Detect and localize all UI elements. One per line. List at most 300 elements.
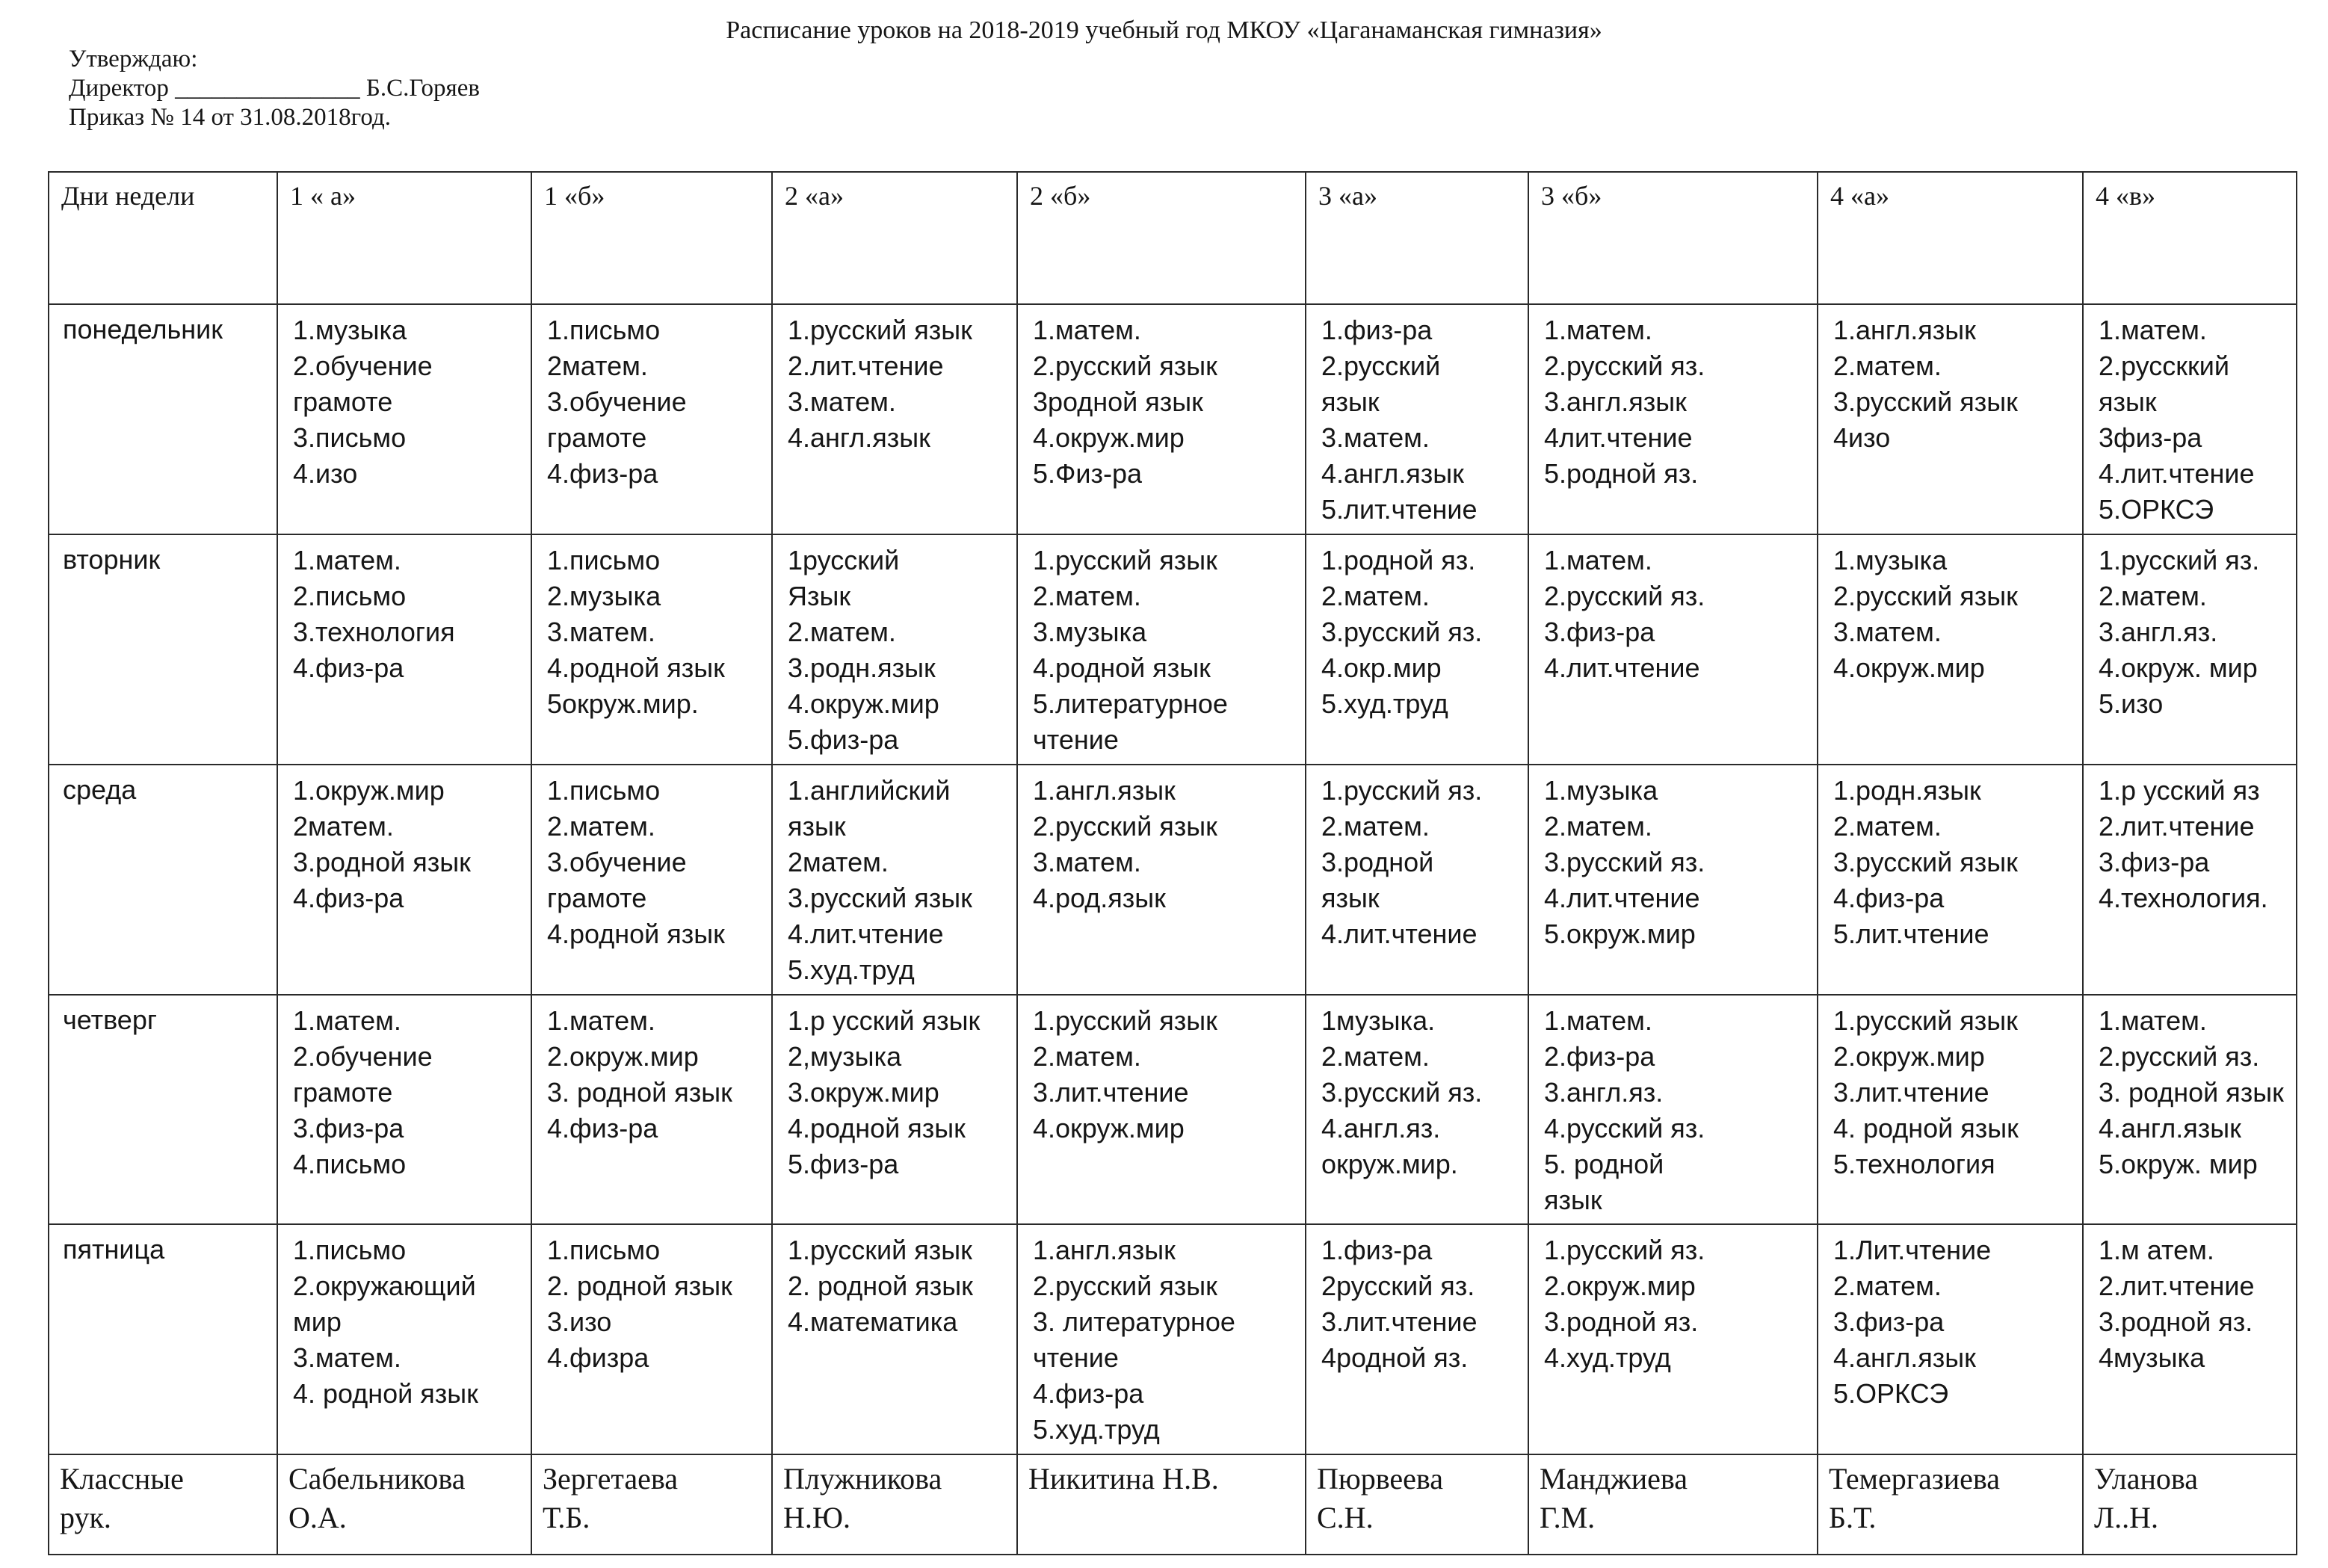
lesson-cell [1017,995,1306,1225]
lesson-line: 5.ОРКСЭ [2099,494,2214,525]
lesson-line: 2.матем. [1321,810,1430,842]
lesson-line: 1.музыка [1833,545,1948,575]
lesson-line: 2.матем. [1033,581,1141,611]
lesson-line: 4.окр.мир [1321,652,1442,683]
lesson-line: 1.матем. [1544,315,1652,346]
lesson-list [2084,1225,2296,1376]
lesson-line: 4.физ-ра [293,652,404,683]
lesson-cell [531,765,772,995]
lesson-line: 4.окруж.мир [1033,422,1185,454]
lesson-line: 4родной яз. [1321,1342,1469,1374]
lesson-line: чтение [1033,1342,1119,1374]
lesson-line: 3.матем. [1833,617,1942,647]
approval-line: Утверждаю: [69,46,198,72]
lesson-list [1818,305,2082,456]
lesson-line: 3.англ.яз. [2099,617,2218,647]
lesson-line: 1.письмо [547,1235,661,1266]
lesson-line: 4.худ.труд [1544,1342,1671,1374]
teachers-label: Классные [60,1462,184,1496]
day-row [49,1224,2297,1454]
lesson-line: 2.матем. [1833,1271,1942,1302]
teachers-label-cell [49,1454,277,1555]
lesson-line: 1.родной яз. [1321,545,1476,575]
lesson-line: 2.матем. [788,617,896,647]
lesson-cell [1017,765,1306,995]
day-name: пятница [49,1224,277,1454]
teacher-initials: Т.Б. [543,1501,590,1535]
lesson-cell [277,995,531,1225]
lesson-line: 1.матем. [2099,1004,2207,1036]
teacher-cell [1306,1454,1528,1555]
lesson-cell [2083,995,2297,1225]
lesson-line: 3.родной [1321,846,1434,877]
teacher-cell [2083,1454,2297,1555]
teacher-initials: Л..Н. [2094,1501,2159,1535]
lesson-line: 3.англ.яз. [1544,1076,1664,1108]
lesson-line: 4.окруж. мир [2099,652,2258,683]
lesson-line: 2,музыка [788,1040,902,1072]
lesson-line: 3физ-ра [2099,422,2202,454]
lesson-line: 2.матем. [1833,810,1942,842]
lesson-line: 1.матем. [293,545,401,575]
lesson-line: 4.технология. [2099,882,2268,913]
lesson-cell [1017,304,1306,534]
lesson-line: 2.руссккий язык [2099,351,2229,418]
lesson-line: 3.русский яз. [1321,1076,1483,1108]
teacher-surname: Плужникова [783,1462,942,1496]
lesson-list [1018,305,1305,492]
lesson-line: 3.матем. [547,617,655,647]
lesson-cell [277,304,531,534]
lesson-line: 4.англ.язык [1833,1342,1976,1374]
lesson-cell [531,534,772,765]
lesson-line: 1.русский язык [1033,1004,1217,1036]
lesson-list [773,1225,1016,1340]
lesson-cell [531,1224,772,1454]
lesson-line: 5.худ.труд [1033,1414,1160,1445]
header-cell-class [531,172,772,304]
lesson-list [532,305,771,492]
lesson-cell [531,304,772,534]
lesson-cell [531,995,772,1225]
lesson-line: 3. родной язык [2099,1076,2284,1108]
teacher-surname: Темергазиева [1829,1462,2000,1496]
lesson-list [532,1225,771,1376]
lesson-line: 2.русский язык [1833,581,2018,611]
lesson-line: 2.матем. [1033,1040,1141,1072]
teacher-surname: Уланова [2094,1462,2199,1496]
lesson-list [2084,765,2296,916]
document-title: Расписание уроков на 2018-2019 учебный год МКОУ «Цаганаманская гимназия» [726,16,1602,44]
lesson-line: язык [1321,386,1380,418]
lesson-list [532,996,771,1146]
teacher-surname: Никитина Н.В. [1028,1462,1219,1496]
lesson-line: 5.технология [1833,1148,1995,1179]
lesson-cell [1818,534,2083,765]
lesson-cell [1306,1224,1528,1454]
lesson-cell [277,1224,531,1454]
lesson-line: 3.родной яз. [2099,1306,2253,1338]
lesson-line: 4.англ.язык [1321,458,1464,490]
lesson-line: 1.англ.язык [1833,315,1976,346]
lesson-line: 2.обучение [293,351,433,382]
lesson-line: язык [788,810,846,842]
class-label: 4 «в» [2096,181,2155,211]
teacher-surname: Пюрвеева [1317,1462,1444,1496]
class-label: 3 «а» [1318,181,1377,211]
lesson-list [1529,765,1817,952]
lesson-line: 4.физра [547,1342,649,1374]
lesson-line: 2русский яз. [1321,1271,1475,1302]
lesson-line: 2.матем. [2099,581,2207,611]
header-cell-class [772,172,1017,304]
lesson-line: 1.р усский язык [788,1004,981,1036]
lesson-line: 2матем. [547,351,648,382]
lesson-list [1818,996,2082,1182]
lesson-line: 2.окружающий [293,1271,476,1302]
lesson-cell [277,765,531,995]
lesson-line: 4.физ-ра [547,458,658,490]
header-cell-class [1306,172,1528,304]
lesson-line: 2матем. [788,846,889,877]
lesson-line: 3.изо [547,1306,612,1338]
lesson-line: 4.физ-ра [293,882,404,913]
lesson-line: 4.род.язык [1033,882,1166,913]
lesson-line: 4.лит.чтение [1321,918,1478,949]
lesson-line: грамоте [293,1076,393,1108]
header-cell-class [277,172,531,304]
lesson-line: язык [1321,882,1380,913]
teachers-row [49,1454,2297,1555]
lesson-cell [1528,995,1818,1225]
lesson-line: 1.р усский яз [2099,774,2260,806]
teachers-label: рук. [60,1501,111,1535]
lesson-line: 3.матем. [1321,422,1430,454]
lesson-line: 4.окруж.мир [1033,1112,1185,1143]
lesson-line: 2.обучение [293,1040,433,1072]
lesson-list [773,305,1016,456]
lesson-line: окруж.мир. [1321,1148,1458,1179]
lesson-line: 3.русский яз. [1544,846,1705,877]
lesson-cell [1818,304,2083,534]
lesson-list [1529,305,1817,492]
lesson-line: 4.родной язык [547,918,725,949]
day-name: понедельник [49,304,277,534]
lesson-line: 4.физ-ра [547,1112,658,1143]
lesson-cell [772,304,1017,534]
lesson-line: 5.изо [2099,688,2164,719]
days-label: Дни недели [61,181,195,211]
lesson-line: 2.письмо [293,581,407,611]
lesson-line: 4.англ.язык [788,422,930,454]
lesson-list [278,305,531,492]
lesson-line: 3.физ-ра [1833,1306,1945,1338]
lesson-line: 2.русский яз. [1544,351,1705,382]
class-label: 1 « а» [290,181,356,211]
teacher-initials: Б.Т. [1829,1501,1877,1535]
lesson-line: 2. родной язык [788,1271,973,1302]
lesson-line: 2.матем. [1321,1040,1430,1072]
lesson-list [1529,1225,1817,1376]
teacher-surname: Зергетаева [543,1462,679,1496]
lesson-line: 3.физ-ра [1544,617,1655,647]
lesson-list [1529,535,1817,686]
lesson-cell [2083,1224,2297,1454]
lesson-cell [2083,534,2297,765]
teacher-cell [531,1454,772,1555]
lesson-line: 3.родной яз. [1544,1306,1699,1338]
lesson-cell [2083,765,2297,995]
lesson-list [773,535,1016,758]
lesson-line: 4музыка [2099,1342,2205,1374]
lesson-list [1306,535,1528,722]
header-cell-days [49,172,277,304]
lesson-line: мир [293,1306,342,1338]
lesson-line: грамоте [547,422,647,454]
lesson-line: 1.русский язык [1033,545,1217,575]
lesson-list [1018,996,1305,1146]
lesson-line: 3.русский язык [1833,846,2018,877]
lesson-line: 1.русский яз. [2099,545,2260,575]
lesson-cell [1818,1224,2083,1454]
lesson-line: 2.матем. [1833,351,1942,382]
lesson-line: 2.окруж.мир [1544,1271,1696,1302]
lesson-line: 2.окруж.мир [547,1040,699,1072]
lesson-line: 1.матем. [1033,315,1141,346]
class-label: 2 «а» [785,181,844,211]
lesson-list [2084,996,2296,1182]
lesson-line: 3.лит.чтение [1833,1076,1989,1108]
lesson-list [1306,996,1528,1182]
class-label: 2 «б» [1030,181,1091,211]
lesson-cell [1528,1224,1818,1454]
lesson-line: 4.изо [293,458,358,490]
lesson-line: 2.лит.чтение [2099,1271,2255,1302]
day-row [49,304,2297,534]
lesson-line: 5.ОРКСЭ [1833,1378,1949,1410]
lesson-line: 4.лит.чтение [2099,458,2255,490]
schedule-table [48,171,2297,1555]
lesson-line: 3. родной язык [547,1076,732,1108]
class-label: 3 «б» [1541,181,1602,211]
lesson-line: 2.лит.чтение [788,351,944,382]
lesson-line: 1.русский язык [788,315,972,346]
lesson-line: 4. родной язык [293,1378,478,1410]
lesson-list [1306,765,1528,952]
lesson-line: 5. родной [1544,1148,1664,1179]
lesson-cell [1818,765,2083,995]
lesson-line: 2.русский язык [1033,351,1217,382]
lesson-line: 5.родной яз. [1544,458,1699,490]
lesson-line: 4.родной язык [1033,652,1211,683]
teacher-cell [1528,1454,1818,1555]
lesson-line: 3.матем. [788,386,896,418]
teacher-cell [1818,1454,2083,1555]
lesson-line: 3.русский яз. [1321,617,1483,647]
lesson-line: 2.физ-ра [1544,1040,1655,1072]
lesson-line: 1.английский [788,774,951,806]
lesson-cell [1017,534,1306,765]
lesson-line: чтение [1033,724,1119,755]
lesson-line: 5.Физ-ра [1033,458,1143,490]
lesson-list [532,535,771,722]
lesson-list [278,535,531,686]
header-cell-class [1818,172,2083,304]
lesson-cell [1818,995,2083,1225]
lesson-line: 3.физ-ра [293,1112,404,1143]
header-cell-class [2083,172,2297,304]
day-name: среда [49,765,277,995]
lesson-list [1018,535,1305,758]
lesson-line: 3.русский язык [788,882,972,913]
lesson-cell [1528,534,1818,765]
day-name: вторник [49,534,277,765]
lesson-line: грамоте [547,882,647,913]
lesson-list [1529,996,1817,1218]
lesson-line: 1.физ-ра [1321,315,1433,346]
lesson-line: 4.окруж.мир [1833,652,1985,683]
lesson-line: 3родной язык [1033,386,1203,418]
lesson-list [1818,765,2082,952]
lesson-line: 4.англ.яз. [1321,1112,1441,1143]
lesson-line: 1.Лит.чтение [1833,1235,1992,1266]
lesson-line: 1.физ-ра [1321,1235,1433,1266]
teacher-cell [1017,1454,1306,1555]
lesson-line: 4.русский яз. [1544,1112,1705,1143]
lesson-line: 2.матем. [1321,581,1430,611]
lesson-list [278,996,531,1182]
lesson-line: 3.лит.чтение [1033,1076,1189,1108]
lesson-line: 2.матем. [1544,810,1652,842]
lesson-line: 2. родной язык [547,1271,732,1302]
teacher-initials: Н.Ю. [783,1501,850,1535]
lesson-list [1018,1225,1305,1448]
lesson-line: язык [1544,1184,1602,1215]
lesson-line: Язык [788,581,851,611]
lesson-line: 3. литературное [1033,1306,1235,1338]
lesson-line: 1.англ.язык [1033,1235,1176,1266]
lesson-cell [2083,304,2297,534]
lesson-list [1818,1225,2082,1412]
lesson-line: 4.окруж.мир [788,688,939,719]
lesson-line: 2.русский язык [1033,810,1217,842]
lesson-line: 1.матем. [1544,1004,1652,1036]
lesson-line: 3.лит.чтение [1321,1306,1478,1338]
lesson-cell [772,765,1017,995]
lesson-cell [1306,765,1528,995]
lesson-line: 5.худ.труд [1321,688,1448,719]
class-label: 4 «а» [1830,181,1889,211]
lesson-line: 2.русский яз. [2099,1040,2260,1072]
lesson-line: 5.литературное [1033,688,1228,719]
lesson-line: 5окруж.мир. [547,688,699,719]
lesson-line: 5.окруж. мир [2099,1148,2258,1179]
lesson-line: 3.родн.язык [788,652,936,683]
lesson-list [1306,1225,1528,1376]
lesson-cell [1306,534,1528,765]
teacher-cell [772,1454,1017,1555]
lesson-line: 2.лит.чтение [2099,810,2255,842]
day-row [49,995,2297,1225]
lesson-list [1018,765,1305,916]
teacher-initials: С.Н. [1317,1501,1374,1535]
lesson-list [532,765,771,952]
lesson-line: 4.лит.чтение [1544,882,1700,913]
lesson-line: 1.родн.язык [1833,774,1981,806]
lesson-line: 1.матем. [547,1004,655,1036]
lesson-line: 3.музыка [1033,617,1147,647]
class-label: 1 «б» [544,181,605,211]
lesson-line: 4.физ-ра [1033,1378,1144,1410]
lesson-line: 5.окруж.мир [1544,918,1696,949]
lesson-line: 1.матем. [293,1004,401,1036]
lesson-line: 3.письмо [293,422,407,454]
lesson-list [278,1225,531,1412]
lesson-line: 1музыка. [1321,1004,1436,1036]
header-cell-class [1528,172,1818,304]
lesson-line: 4.родной язык [547,652,725,683]
header-row [49,172,2297,304]
lesson-line: 3.матем. [1033,846,1141,877]
lesson-cell [1528,765,1818,995]
lesson-line: 4.математика [788,1306,958,1338]
lesson-line: 5.лит.чтение [1321,494,1478,525]
lesson-line: 4.англ.язык [2099,1112,2241,1143]
lesson-line: 2.русский яз. [1544,581,1705,611]
teacher-cell [277,1454,531,1555]
lesson-line: 1.окруж.мир [293,774,445,806]
teacher-surname: Сабельникова [288,1462,466,1496]
approval-block [69,45,480,132]
lesson-line: 4.родной язык [788,1112,966,1143]
lesson-line: 4.лит.чтение [788,918,944,949]
lesson-line: грамоте [293,386,393,418]
lesson-list [278,765,531,916]
lesson-line: 4лит.чтение [1544,422,1693,454]
lesson-line: 3.окруж.мир [788,1076,939,1108]
lesson-line: 3.физ-ра [2099,846,2210,877]
lesson-line: 1русский [788,545,900,575]
lesson-line: 1.музыка [293,315,407,346]
lesson-line: 3.технология [293,617,455,647]
day-name: четверг [49,995,277,1225]
lesson-line: 1.м атем. [2099,1235,2214,1266]
day-row [49,534,2297,765]
teacher-surname: Манджиева [1540,1462,1688,1496]
lesson-line: 1.письмо [547,545,661,575]
lesson-line: 2.матем. [547,810,655,842]
lesson-line: 4изо [1833,422,1891,454]
teacher-initials: Г.М. [1540,1501,1596,1535]
lesson-line: 4. родной язык [1833,1112,2019,1143]
lesson-line: 3.англ.язык [1544,386,1687,418]
lesson-cell [277,534,531,765]
lesson-cell [1306,304,1528,534]
lesson-list [1818,535,2082,686]
teacher-initials: О.А. [288,1501,347,1535]
day-row [49,765,2297,995]
lesson-line: 3.родной язык [293,846,471,877]
lesson-line: 4.физ-ра [1833,882,1945,913]
lesson-line: 1.русский язык [1833,1004,2018,1036]
lesson-line: 3.обучение [547,846,687,877]
lesson-line: 1.письмо [547,315,661,346]
lesson-line: 2.музыка [547,581,661,611]
lesson-line: 3.матем. [293,1342,401,1374]
lesson-line: 5.худ.труд [788,954,915,985]
lesson-cell [1528,304,1818,534]
lesson-line: 1.музыка [1544,774,1658,806]
